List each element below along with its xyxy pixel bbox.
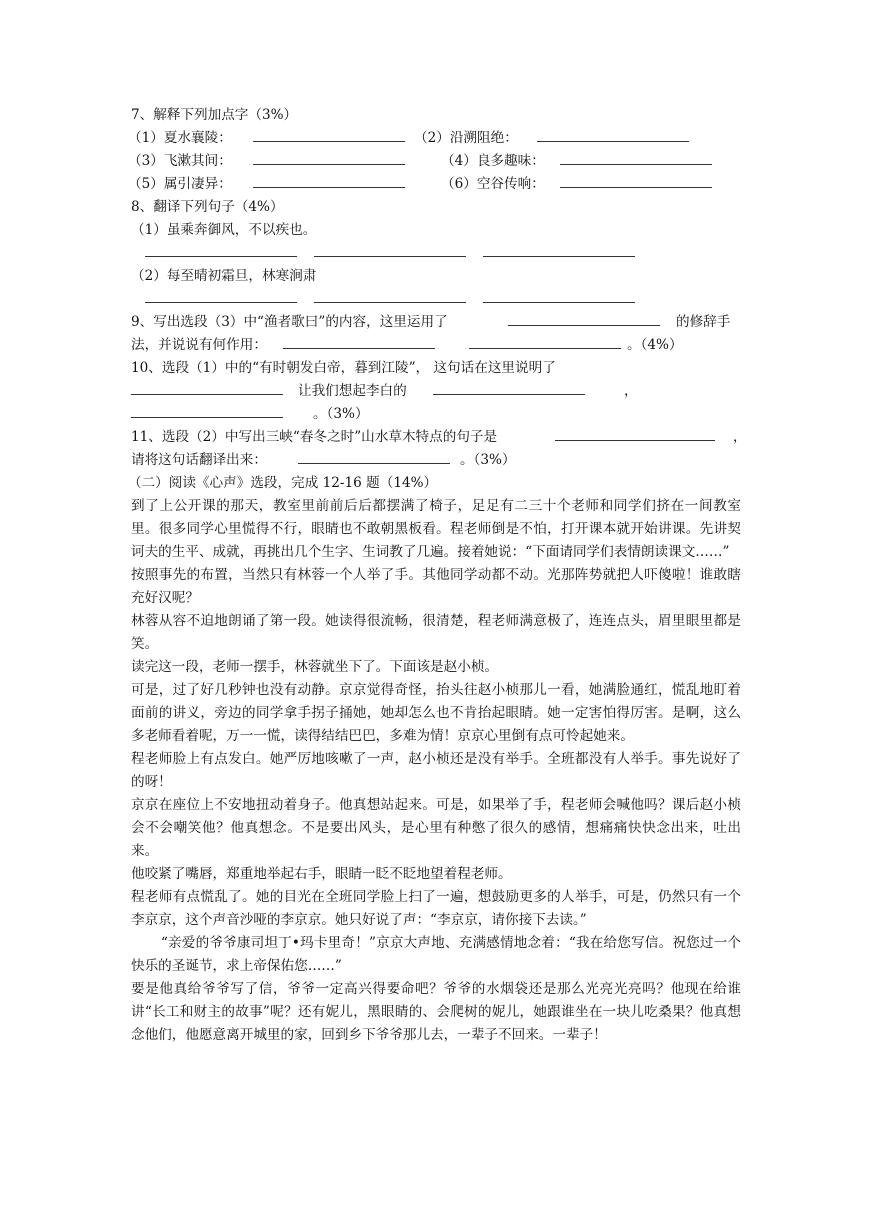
answer-blank[interactable] [537,127,689,142]
passage-paragraph: 他咬紧了嘴唇，郑重地举起右手，眼睛一眨不眨地望着程老师。 [131,866,512,882]
answer-blank[interactable] [253,150,405,165]
passage-paragraph: 可是，过了好几秒钟也没有动静。京京觉得奇怪，抬头往赵小桢那儿一看，她满脸通红，慌乱地盯着面前的讲义，旁边的同学拿手拐子捅她，她却怎么也不肯抬起眼睛。她一定害怕得厉害。是啊，这么多老师看着呢，万一一慌，读得结结巴巴，多难为情！京京心里倒有点可怜起她来。 [131,682,741,744]
q10-line-1 [131,357,741,380]
section-heading: （二）阅读《心声》选段，完成 12-16 题（14%） [128,475,438,491]
q7-item-3: （3）飞漱其间： [128,153,232,169]
q10-text-d: 。（3%） [313,406,369,422]
q11-line-1 [131,426,747,449]
answer-blank[interactable] [483,242,635,257]
q8-sentence-2: （2）每至晴初霜旦，林寒涧肃 [131,268,317,284]
answer-blank[interactable] [253,173,405,188]
q7-item-5: （5）属引凄异： [128,176,232,192]
passage-paragraph: 京京在座位上不安地扭动着身子。他真想站起来。可是，如果举了手，程老师会喊他吗？课后赵小桢会不会嘲笑他？他真想念。不是要出风头，是心里有种憋了很久的感情，想痛痛快快念出来，吐出来。 [131,797,741,859]
q11-text-a: 11、选段（2）中写出三峡“春冬之时”山水草木特点的句子是 [131,429,498,445]
q10-line-2 [131,380,741,403]
q7-item-4: （4）良多趣味： [441,153,545,169]
q8-sentence-1: （1）虽乘奔御风，不以疾也。 [131,222,317,238]
passage-paragraph: 读完这一段，老师一摆手，林蓉就坐下了。下面该是赵小桢。 [131,659,499,675]
q10-text-b: 让我们想起李白的 [298,383,407,399]
q7-row-2 [128,150,741,173]
q9-text-b: 的修辞手 [676,314,731,330]
answer-blank[interactable] [145,288,297,303]
answer-blank[interactable] [145,242,297,257]
q7-item-6: （6）空谷传响： [441,176,545,192]
q9-text-a: 9、写出选段（3）中“渔者歌曰”的内容，这里运用了 [131,314,448,330]
answer-blank[interactable] [483,288,635,303]
answer-blank[interactable] [253,127,405,142]
q8-title: 8、翻译下列句子（4%） [131,199,284,215]
passage-paragraph: 到了上公开课的那天，教室里前前后后都摆满了椅子，足足有二三十个老师和同学们挤在一间教室里。很多同学心里慌得不行，眼睛也不敢朝黑板看。程老师倒是不怕，打开课本就开始讲课。先讲契诃夫的生平、成就，再挑出几个生字、生词教了几遍。接着她说：“下面请同学们表情朗读课文……” [131,498,741,560]
passage-paragraph: 程老师有点慌乱了。她的目光在全班同学脸上扫了一遍，想鼓励更多的人举手，可是，仍然只有一个李京京，这个声音沙哑的李京京。她只好说了声：“李京京，请你接下去读。” [131,889,741,928]
q9-text-c: 法，并说说有何作用： [131,337,267,353]
q11-text-b: ， [733,429,747,445]
answer-blank[interactable] [283,334,435,349]
q11-line-2 [131,449,741,472]
q11-text-c: 请将这句话翻译出来： [131,452,267,468]
q7-row-3 [128,173,741,196]
q9-text-d: 。（4%） [627,337,683,353]
answer-blank[interactable] [314,242,466,257]
answer-blank[interactable] [555,426,715,441]
answer-blank[interactable] [433,380,585,395]
q8-answer-line-2 [131,288,741,311]
q10-text-a: 10、选段（1）中的“有时朝发白帝，暮到江陵”， 这句话在这里说明了 [131,360,556,376]
answer-blank[interactable] [560,150,712,165]
passage-paragraph: 程老师脸上有点发白。她严厉地咳嗽了一声，赵小桢还是没有举手。全班都没有人举手。事先说好了的呀！ [131,751,741,790]
worksheet-page [128,104,747,1047]
passage-paragraph: “亲爱的爷爷康司坦丁•玛卡里奇！”京京大声地、充满感情地念着：“我在给您写信。祝您过一个快乐的圣诞节，求上帝保佑您……” [131,935,741,974]
answer-blank[interactable] [131,403,283,418]
answer-blank[interactable] [131,380,283,395]
answer-blank[interactable] [508,311,660,326]
passage-paragraph: 按照事先的布置，当然只有林蓉一个人举了手。其他同学动都不动。光那阵势就把人吓傻啦！谁敢瞎充好汉呢？ [131,567,741,606]
q7-item-2: （2）沿溯阻绝： [414,130,518,146]
q10-line-3 [131,403,741,426]
passage-paragraph: 林蓉从容不迫地朗诵了第一段。她读得很流畅，很清楚，程老师满意极了，连连点头，眉里眼里都是笑。 [131,613,741,652]
q8-answer-line-1 [131,242,741,265]
q9-line-2 [131,334,741,357]
answer-blank[interactable] [469,334,621,349]
passage-paragraph: 要是他真给爷爷写了信，爷爷一定高兴得要命吧？爷爷的水烟袋还是那么光亮光亮吗？他现在给谁讲“长工和财主的故事”呢？还有妮儿，黑眼睛的、会爬树的妮儿，她跟谁坐在一块儿吃桑果？他真想念他们，他愿意离开城里的家，回到乡下爷爷那儿去，一辈子不回来。一辈子！ [131,981,741,1043]
q10-text-c: ， [624,383,638,399]
q9-line-1 [131,311,741,334]
answer-blank[interactable] [560,173,712,188]
answer-blank[interactable] [314,288,466,303]
q7-row-1 [128,127,741,150]
q7-item-1: （1）夏水襄陵： [128,130,232,146]
q11-text-d: 。（3%） [460,452,516,468]
q7-title: 7、解释下列加点字（3%） [131,107,298,123]
answer-blank[interactable] [298,449,450,464]
